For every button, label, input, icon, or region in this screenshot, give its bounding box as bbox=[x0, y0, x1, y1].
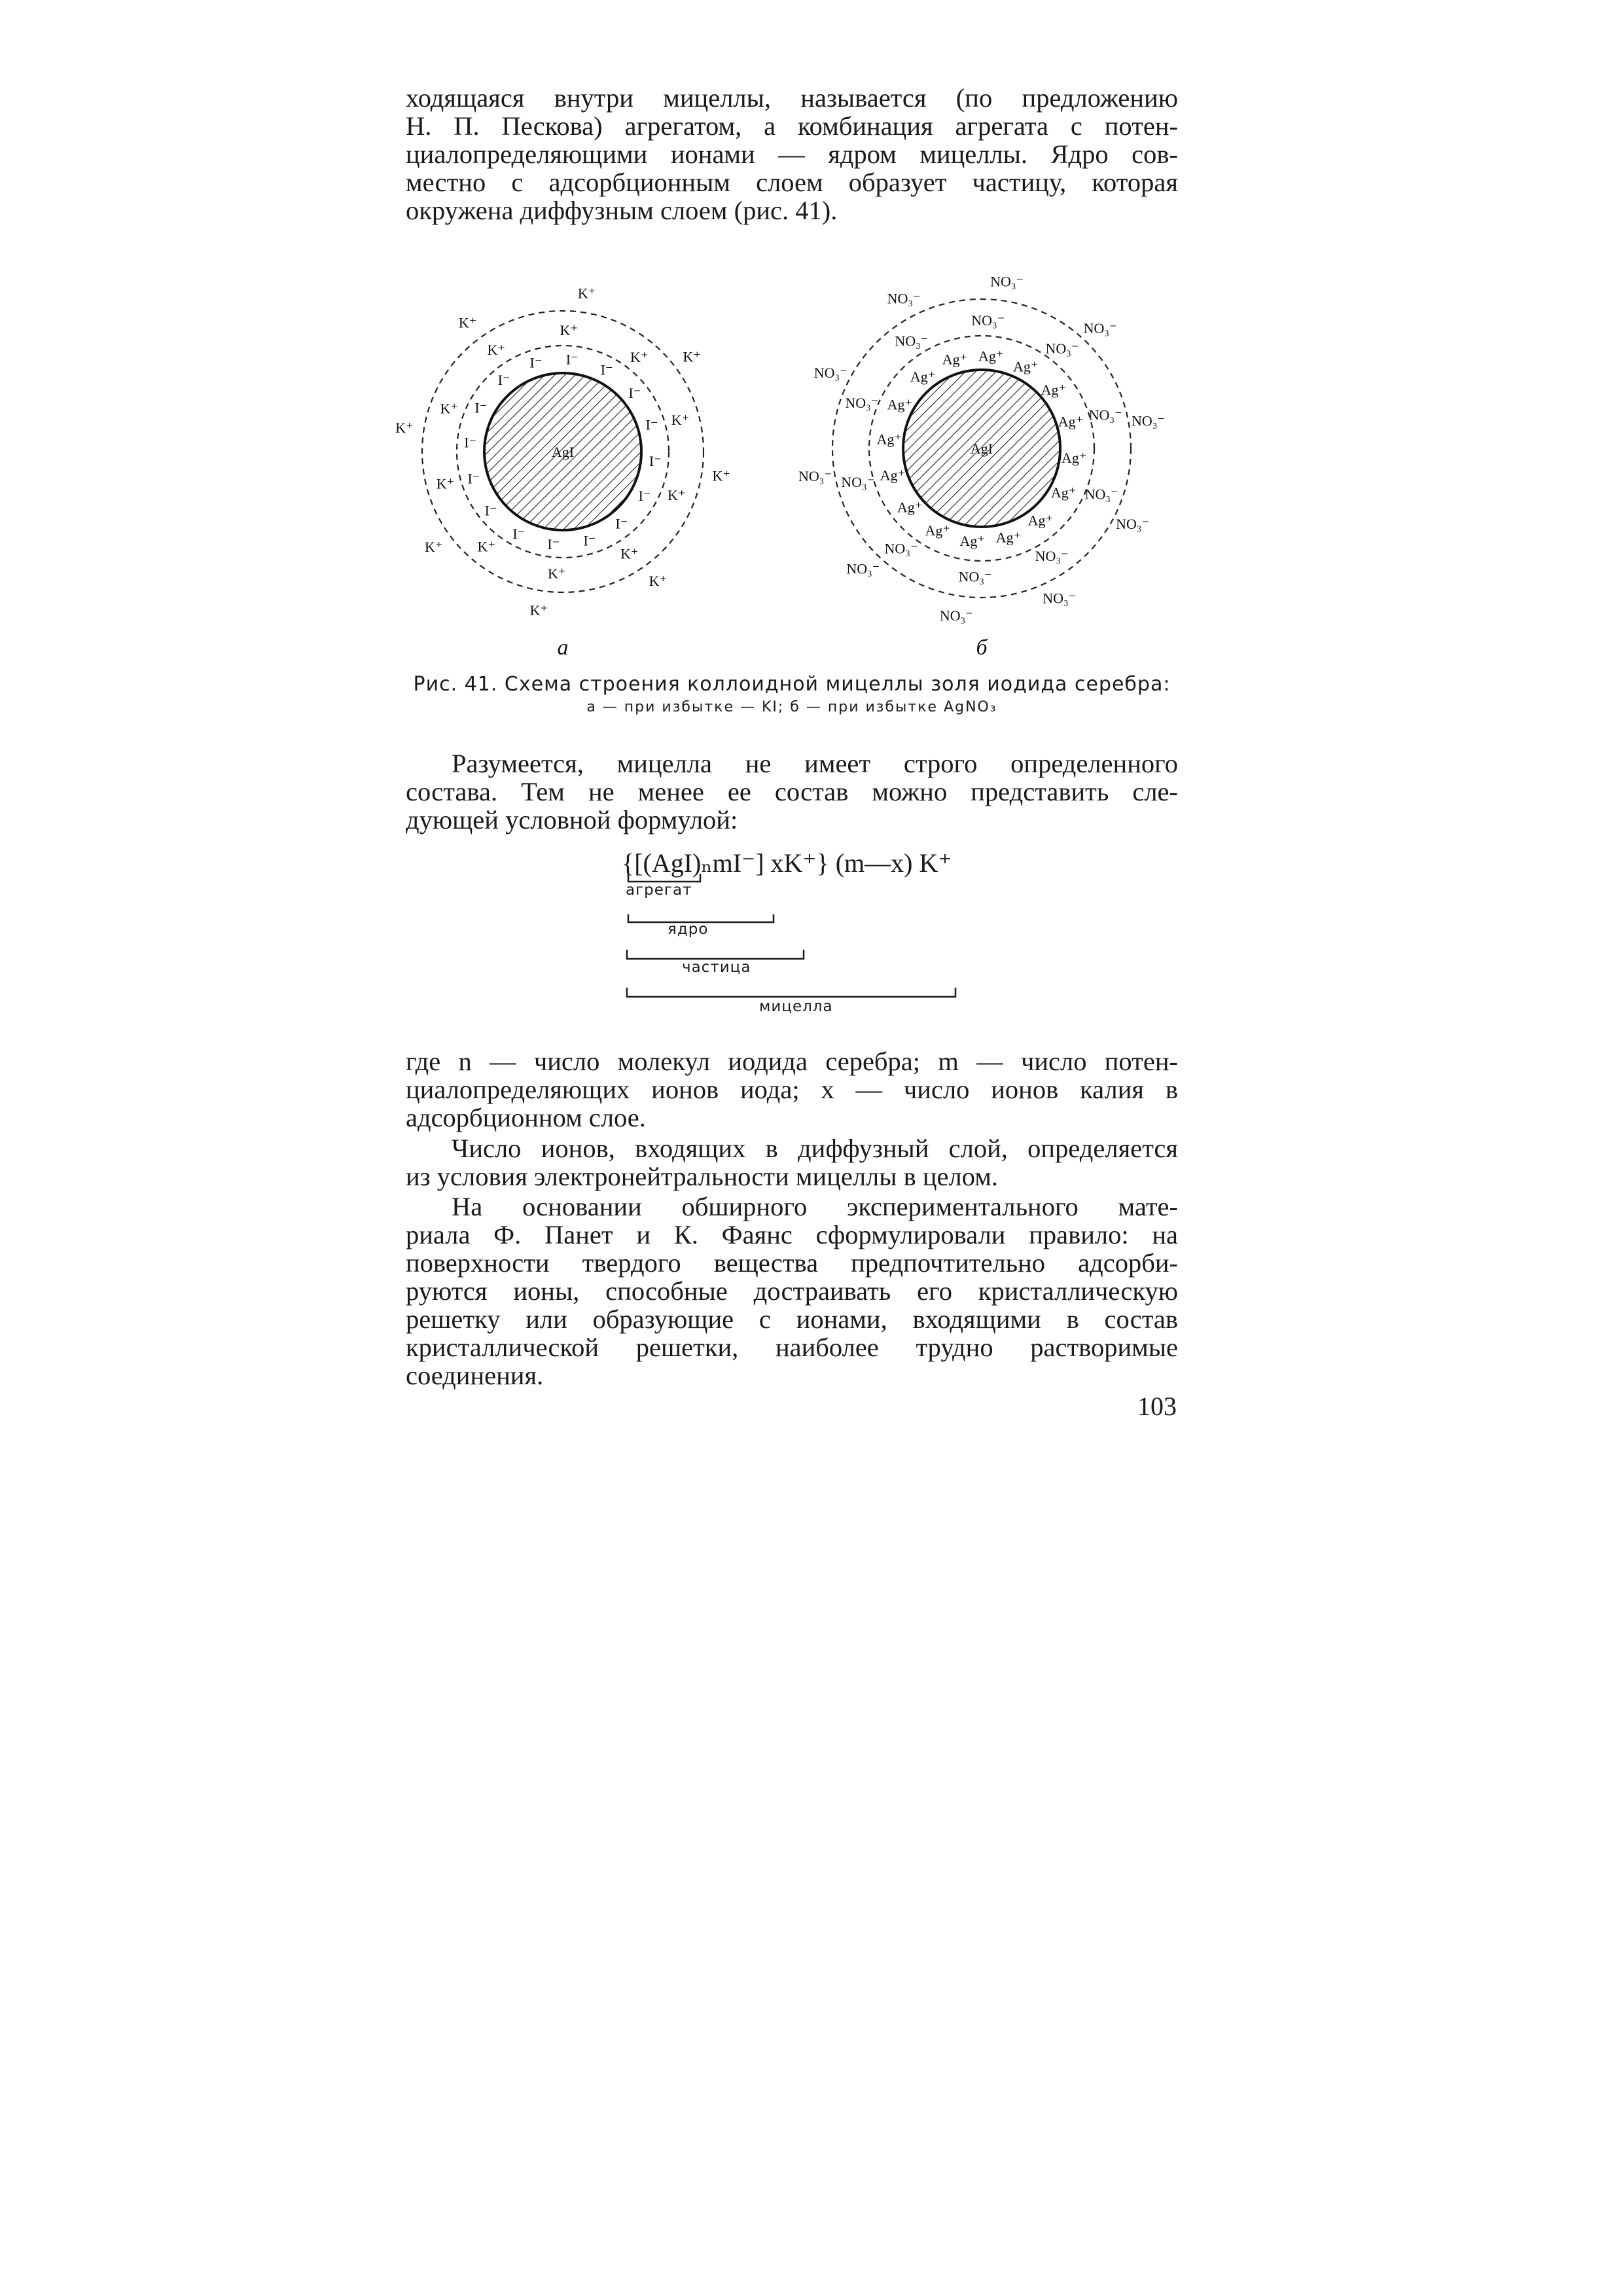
diagram-sublabel: а bbox=[557, 636, 569, 660]
inner-ion-label: I⁻ bbox=[638, 487, 651, 504]
inner-ion-label: Ag⁺ bbox=[1050, 484, 1077, 501]
counter-ion-label: K⁺ bbox=[630, 348, 649, 365]
diffuse-ion-label: NO₃⁻ bbox=[1116, 516, 1150, 533]
inner-ion-label: Ag⁺ bbox=[1041, 381, 1067, 398]
inner-ion-label: Ag⁺ bbox=[959, 533, 986, 549]
paragraph-paneth-fajans bbox=[406, 1193, 1178, 1390]
diagram-a bbox=[395, 285, 730, 660]
counter-ion-label: K⁺ bbox=[436, 475, 455, 492]
counter-ion-label: NO₃⁻ bbox=[845, 394, 879, 411]
counter-ion-label: NO₃⁻ bbox=[841, 473, 875, 490]
counter-ion-label: NO₃⁻ bbox=[1084, 486, 1118, 503]
text-line: состава. Тем не менее ее состав можно представить сле- bbox=[406, 777, 1178, 806]
diagram-sublabel: б bbox=[976, 636, 988, 660]
inner-ion-label: I⁻ bbox=[497, 371, 510, 388]
counter-ion-label: NO₃⁻ bbox=[895, 332, 929, 350]
diffuse-ion-label: NO₃⁻ bbox=[813, 365, 847, 382]
bracket-aggregate bbox=[628, 874, 700, 882]
inner-ion-label: Ag⁺ bbox=[897, 499, 923, 516]
inner-ion-label: Ag⁺ bbox=[1027, 512, 1054, 529]
counter-ion-label: K⁺ bbox=[440, 400, 458, 417]
diffuse-ion-label: K⁺ bbox=[683, 348, 701, 365]
inner-ion-label: I⁻ bbox=[467, 470, 480, 487]
paragraph-variables bbox=[406, 1047, 1178, 1132]
inner-ion-label: Ag⁺ bbox=[1012, 358, 1039, 375]
counter-ion-label: NO₃⁻ bbox=[1088, 406, 1122, 423]
inner-ion-label: I⁻ bbox=[547, 536, 560, 552]
counter-ion-label: K⁺ bbox=[487, 341, 506, 358]
counter-ion-label: K⁺ bbox=[620, 545, 639, 562]
text-line: адсорбционном слое. bbox=[406, 1103, 646, 1132]
diffuse-ion-label: NO₃⁻ bbox=[1083, 320, 1117, 336]
inner-ion-label: Ag⁺ bbox=[942, 351, 968, 368]
inner-ion-label: Ag⁺ bbox=[978, 348, 1004, 365]
text-line: Число ионов, входящих в диффузный слой, определяется bbox=[452, 1134, 1178, 1163]
counter-ion-label: K⁺ bbox=[560, 321, 579, 338]
text-line: ходящаяся внутри мицеллы, называется (по предложению bbox=[406, 83, 1178, 113]
core-label: AgI bbox=[970, 440, 993, 457]
core-label: AgI bbox=[551, 444, 575, 460]
inner-ion-label: I⁻ bbox=[583, 532, 596, 549]
counter-ion-label: K⁺ bbox=[668, 486, 686, 503]
diffuse-ion-label: NO₃⁻ bbox=[1131, 412, 1166, 429]
inner-ion-label: I⁻ bbox=[615, 515, 628, 532]
inner-ion-label: Ag⁺ bbox=[876, 431, 902, 448]
text-line: решетку или образующие с ионами, входящими в состав bbox=[406, 1304, 1178, 1334]
bracket-micelle bbox=[627, 988, 955, 997]
inner-ion-label: I⁻ bbox=[464, 434, 477, 451]
micelle-formula bbox=[622, 848, 988, 1018]
micelle-diagrams bbox=[395, 249, 1178, 681]
diffuse-ion-label: K⁺ bbox=[712, 467, 730, 484]
text-line: Разумеется, мицелла не имеет строго определенного bbox=[452, 749, 1178, 778]
counter-ion-label: NO₃⁻ bbox=[971, 312, 1005, 329]
counter-ion-label: NO₃⁻ bbox=[958, 568, 992, 585]
diffuse-ion-label: NO₃⁻ bbox=[887, 290, 921, 307]
diffuse-ion-label: K⁺ bbox=[577, 285, 596, 302]
text-line: окружена диффузным слоем (рис. 41). bbox=[406, 196, 838, 225]
diffuse-ion-label: NO₃⁻ bbox=[939, 607, 973, 624]
inner-ion-label: I⁻ bbox=[628, 384, 641, 401]
diffuse-ion-label: NO₃⁻ bbox=[1043, 590, 1077, 607]
counter-ion-label: K⁺ bbox=[477, 538, 496, 555]
text-line: На основании обширного экспериментального мате- bbox=[452, 1192, 1178, 1221]
counter-ion-label: NO₃⁻ bbox=[1035, 547, 1069, 564]
counter-ion-label: NO₃⁻ bbox=[884, 540, 918, 557]
text-line: руются ионы, способные достраивать его кристаллическую bbox=[406, 1276, 1178, 1306]
text-line: кристаллической решетки, наиболее трудно растворимые bbox=[406, 1333, 1178, 1362]
paragraph-formula-intro bbox=[406, 749, 1178, 834]
diffuse-ion-label: K⁺ bbox=[458, 314, 477, 331]
diffuse-ion-label: NO₃⁻ bbox=[798, 467, 832, 484]
counter-ion-label: NO₃⁻ bbox=[1045, 340, 1079, 357]
inner-ion-label: I⁻ bbox=[649, 452, 662, 469]
text-line: из условия электронейтральности мицеллы в целом. bbox=[406, 1162, 998, 1191]
inner-ion-label: Ag⁺ bbox=[1058, 413, 1084, 430]
counter-ion-label: K⁺ bbox=[671, 412, 690, 429]
diffuse-ion-label: NO₃⁻ bbox=[990, 273, 1024, 290]
text-line: дующей условной формулой: bbox=[406, 805, 738, 834]
diffuse-ion-label: K⁺ bbox=[649, 572, 668, 589]
label-aggregate: агрегат bbox=[626, 882, 692, 899]
diagram-b bbox=[798, 274, 1165, 660]
counter-ion-label: K⁺ bbox=[547, 565, 566, 582]
formula-expression: {[(AgI)ₙmI⁻] xK⁺} (m—x) K⁺ bbox=[622, 848, 952, 878]
label-particle: частица bbox=[682, 959, 751, 976]
micelle-figure bbox=[395, 249, 1178, 681]
diffuse-ion-label: K⁺ bbox=[425, 539, 443, 556]
inner-ion-label: I⁻ bbox=[529, 354, 543, 371]
inner-ion-label: I⁻ bbox=[484, 502, 497, 519]
text-line: риала Ф. Панет и К. Фаянс сформулировали правило: на bbox=[406, 1220, 1178, 1249]
paragraph-diffuse-layer bbox=[406, 1134, 1178, 1191]
inner-ion-label: Ag⁺ bbox=[1061, 449, 1087, 466]
text-line: циалопределяющими ионами — ядром мицеллы. Ядро сов- bbox=[406, 139, 1178, 169]
text-line: местно с адсорбционным слоем образует частицу, которая bbox=[406, 168, 1178, 197]
figure-caption-legend: а — при избытке — KI; б — при избытке AgNO₃ bbox=[586, 699, 997, 715]
inner-ion-label: Ag⁺ bbox=[925, 522, 951, 539]
bracket-particle bbox=[627, 950, 804, 959]
diffuse-ion-label: K⁺ bbox=[395, 420, 414, 437]
text-line: Н. П. Пескова) агрегатом, а комбинация агрегата с потен- bbox=[406, 111, 1178, 141]
text-line: соединения. bbox=[406, 1361, 544, 1390]
page-number: 103 bbox=[1137, 1391, 1177, 1421]
inner-ion-label: Ag⁺ bbox=[880, 467, 906, 484]
inner-ion-label: Ag⁺ bbox=[910, 368, 936, 385]
paragraph-intro bbox=[406, 84, 1178, 224]
inner-ion-label: I⁻ bbox=[565, 351, 579, 368]
figure-caption: Рис. 41. Схема строения коллоидной мицеллы золя иодида серебра: bbox=[413, 673, 1171, 696]
inner-ion-label: I⁻ bbox=[474, 399, 488, 416]
inner-ion-label: I⁻ bbox=[645, 416, 658, 433]
inner-ion-label: I⁻ bbox=[512, 525, 526, 542]
inner-ion-label: I⁻ bbox=[600, 361, 613, 378]
diffuse-ion-label: NO₃⁻ bbox=[846, 560, 880, 577]
text-line: поверхности твердого вещества предпочтительно адсорби- bbox=[406, 1248, 1178, 1278]
text-line: циалопределяющих ионов иода; x — число ионов калия в bbox=[406, 1075, 1178, 1104]
label-micelle: мицелла bbox=[759, 998, 833, 1015]
inner-ion-label: Ag⁺ bbox=[995, 529, 1022, 546]
text-line: где n — число молекул иодида серебра; m — число потен- bbox=[406, 1047, 1178, 1076]
label-core: ядро bbox=[668, 921, 709, 938]
inner-ion-label: Ag⁺ bbox=[887, 396, 913, 413]
diffuse-ion-label: K⁺ bbox=[529, 601, 548, 619]
